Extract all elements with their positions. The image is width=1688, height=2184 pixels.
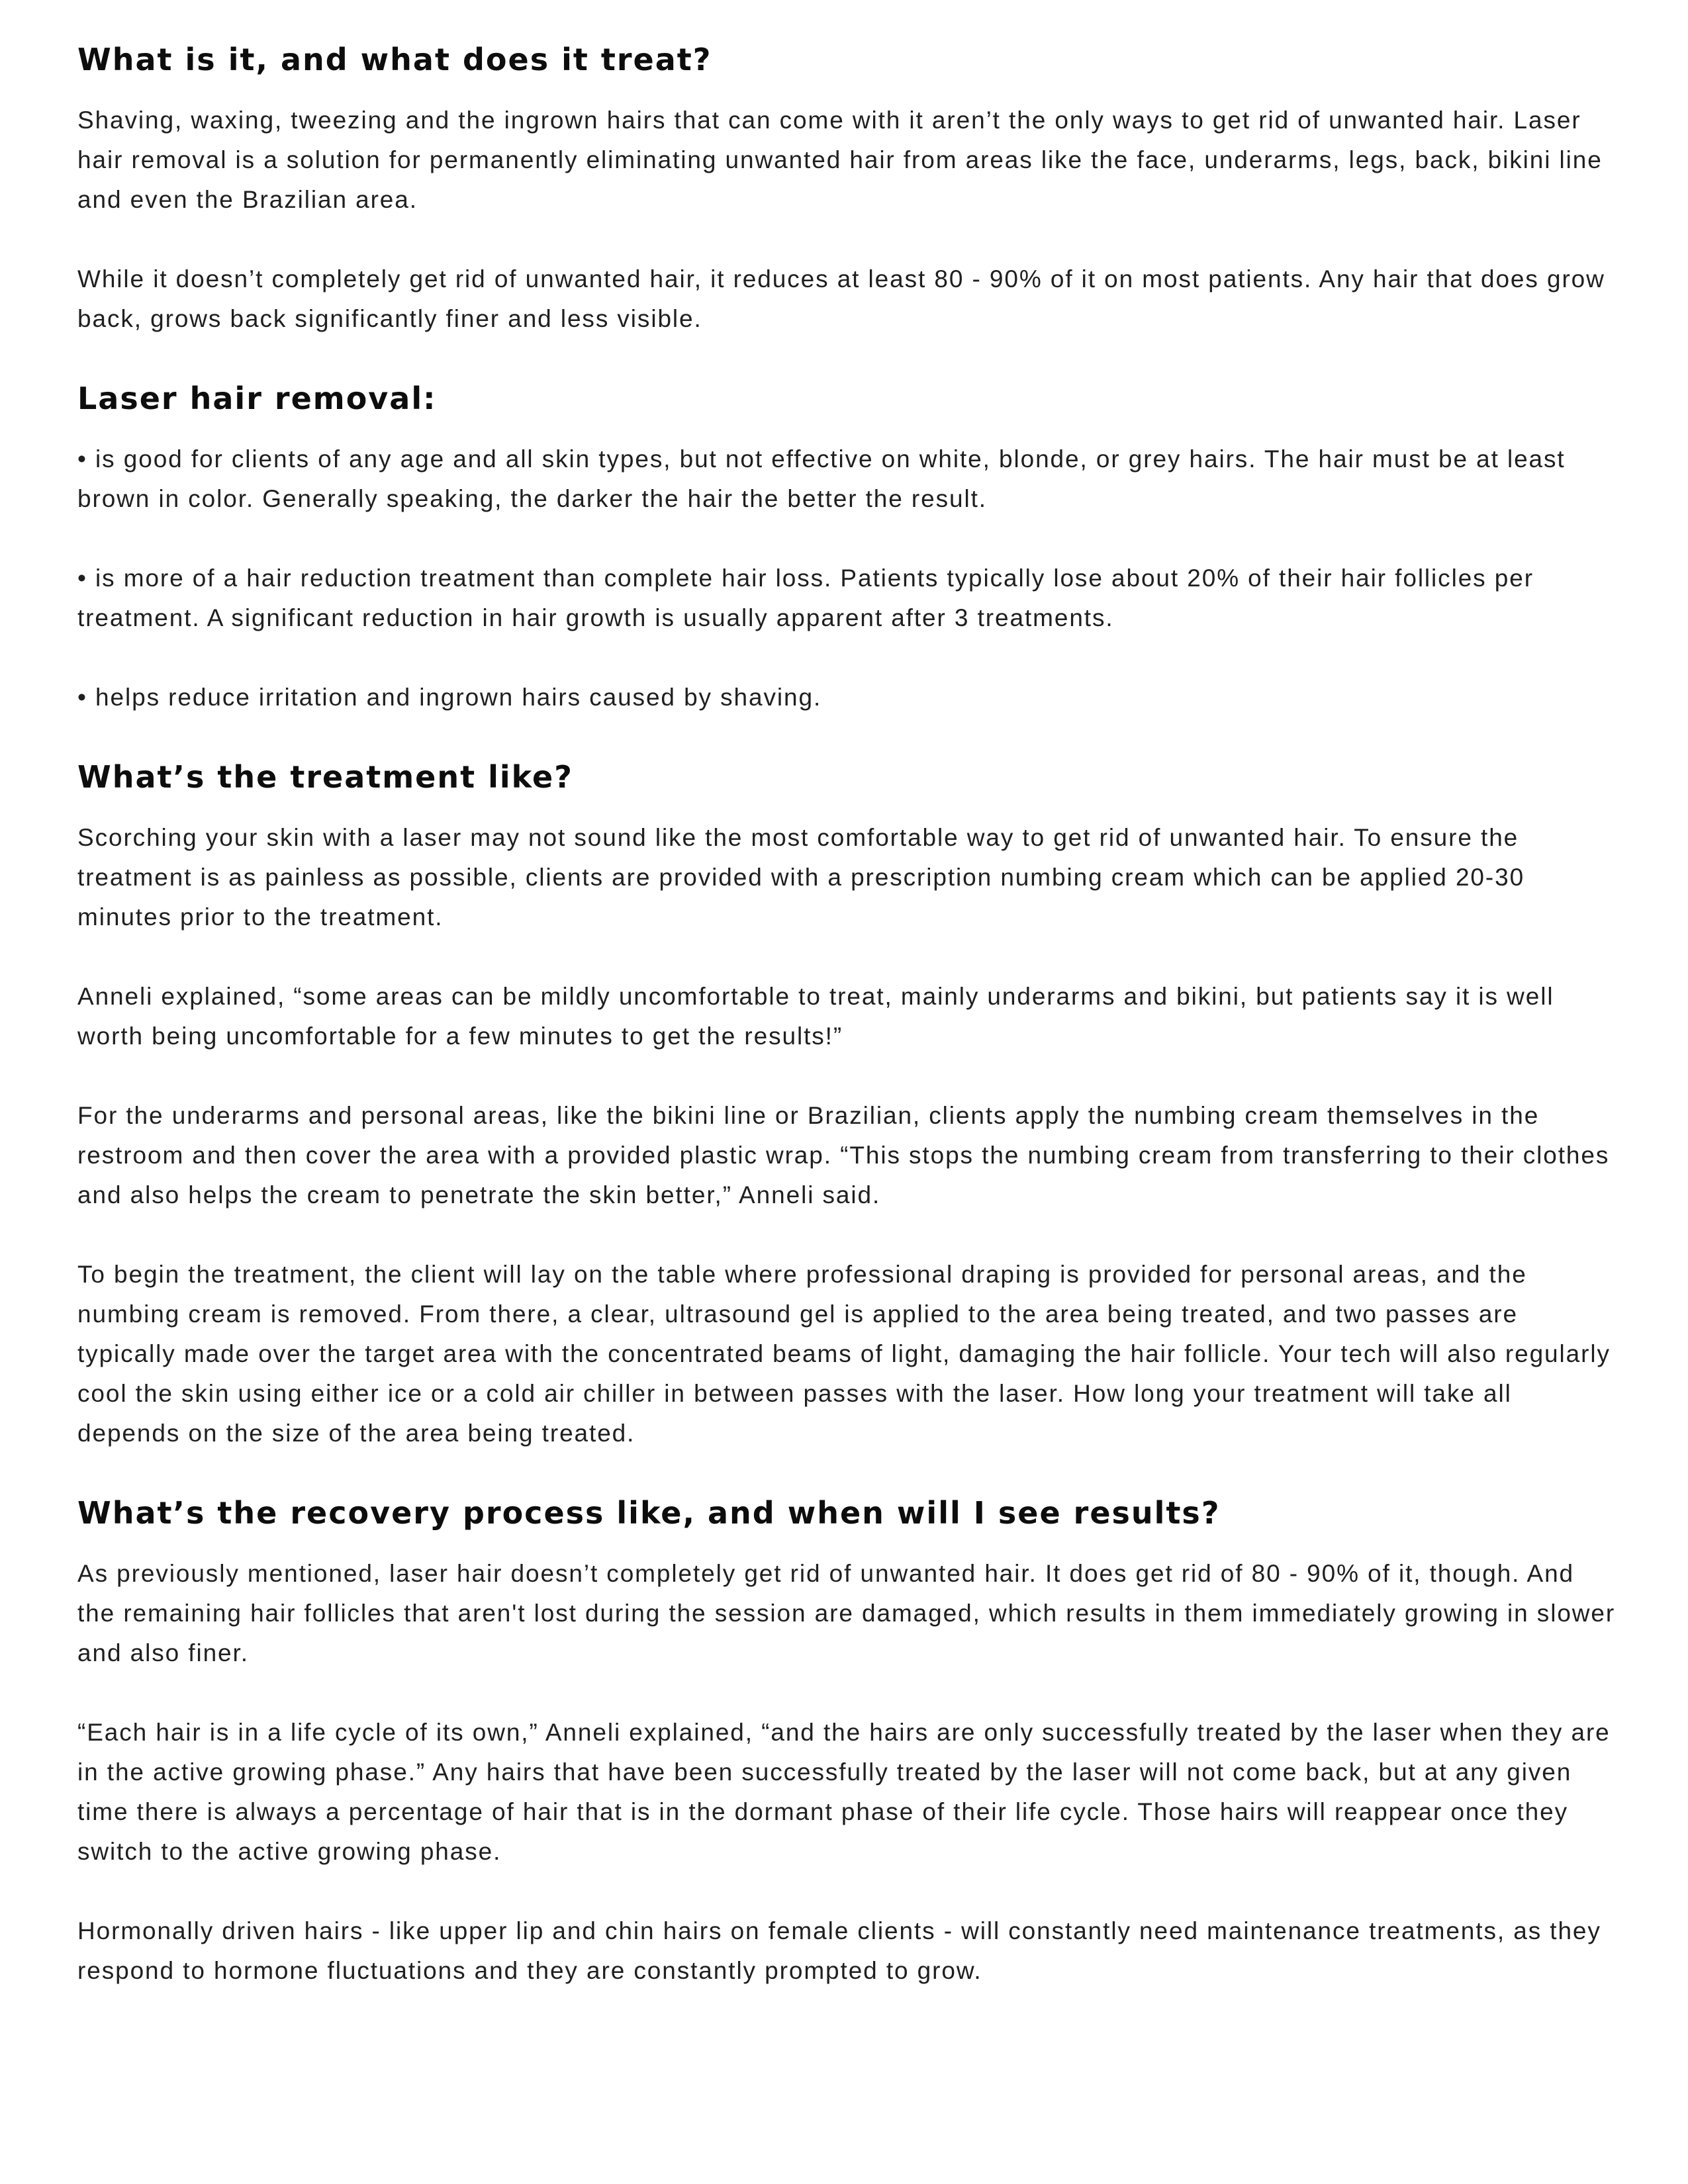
section-recovery — [77, 1493, 1620, 1991]
section-heading: What is it, and what does it treat? — [77, 42, 712, 77]
paragraph: “Each hair is in a life cycle of its own,” Anneli explained, “and the hairs are only successfully treated by the laser when they are in the active growing phase.” Any hairs that have been successfully treated by the laser will not come back, but at any given time there is always a percentage of hair that is in the dormant phase of their life cycle. Those hairs will reappear once they switch to the active growing phase. — [77, 1719, 1611, 1865]
paragraph: Scorching your skin with a laser may not sound like the most comfortable way to get rid of unwanted hair. To ensure the treatment is as painless as possible, clients are provided with a prescription numbing cream which can be applied 20-30 minutes prior to the treatment. — [77, 824, 1525, 931]
paragraph: Anneli explained, “some areas can be mildly uncomfortable to treat, mainly underarms and bikini, but patients say it is well worth being uncomfortable for a few minutes to get the results!” — [77, 983, 1554, 1050]
paragraph: Shaving, waxing, tweezing and the ingrown hairs that can come with it aren’t the only ways to get rid of unwanted hair. Laser hair removal is a solution for permanently eliminating unwanted hair from areas like the face, underarms, legs, back, bikini line and even the Brazilian area. — [77, 107, 1603, 213]
paragraph: To begin the treatment, the client will lay on the table where professional draping is provided for personal areas, and the numbing cream is removed. From there, a clear, ultrasound gel is applied to the area being treated, and two passes are typically made over the target area with the concentrated beams of light, damaging the hair follicle. Your tech will also regularly cool the skin using either ice or a cold air chiller in between passes with the laser. How long your treatment will take all depends on the size of the area being treated. — [77, 1261, 1611, 1447]
bullet-item: • is good for clients of any age and all skin types, but not effective on white, blonde, or grey hairs. The hair must be at least brown in color. Generally speaking, the darker the hair the better the result. — [77, 445, 1566, 512]
paragraph: For the underarms and personal areas, like the bikini line or Brazilian, clients apply the numbing cream themselves in the restroom and then cover the area with a provided plastic wrap. “This stops the numbing cream from transferring to their clothes and also helps the cream to penetrate the skin better,” Anneli said. — [77, 1102, 1610, 1208]
section-laser-hair-removal — [77, 379, 1620, 717]
section-heading: What’s the recovery process like, and when will I see results? — [77, 1495, 1221, 1531]
section-treatment — [77, 757, 1620, 1453]
bullet-item: • helps reduce irritation and ingrown hairs caused by shaving. — [77, 684, 822, 711]
bullet-item: • is more of a hair reduction treatment than complete hair loss. Patients typically lose about 20% of their hair follicles per treatment. A significant reduction in hair growth is usually apparent after 3 treatments. — [77, 565, 1534, 631]
article-body — [77, 40, 1620, 1996]
section-heading: What’s the treatment like? — [77, 759, 573, 795]
paragraph: As previously mentioned, laser hair doesn’t completely get rid of unwanted hair. It does get rid of 80 - 90% of it, though. And the remaining hair follicles that aren't lost during the session are damaged, which results in them immediately growing in slower and also finer. — [77, 1560, 1616, 1666]
paragraph: Hormonally driven hairs - like upper lip and chin hairs on female clients - will constantly need maintenance treatments, as they respond to hormone fluctuations and they are constantly prompted to grow. — [77, 1917, 1601, 1984]
section-what-is-it — [77, 40, 1620, 339]
section-heading: Laser hair removal: — [77, 381, 437, 416]
paragraph: While it doesn’t completely get rid of unwanted hair, it reduces at least 80 - 90% of it on most patients. Any hair that does grow back, grows back significantly finer and less visible. — [77, 265, 1605, 332]
